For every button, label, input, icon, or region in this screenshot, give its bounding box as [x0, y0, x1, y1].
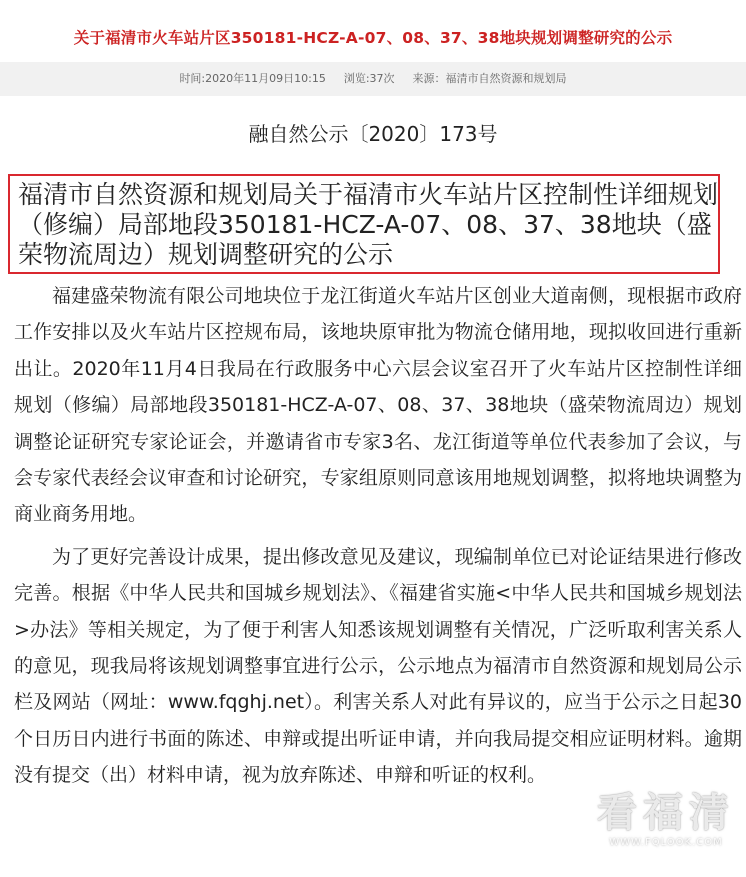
document-number: 融自然公示〔2020〕173号: [248, 122, 498, 146]
document-headline: 福清市自然资源和规划局关于福清市火车站片区控制性详细规划（修编）局部地段350181-HCZ-A-07、08、37、38地块（盛荣物流周边）规划调整研究的公示: [18, 180, 719, 269]
article-meta-bar: [0, 62, 746, 96]
article-source: 来源：福清市自然资源和规划局: [412, 72, 567, 85]
article-body: [14, 278, 742, 794]
headline-highlight-box: [8, 174, 720, 274]
watermark-logo-text: 看福清: [597, 790, 735, 836]
article-paragraph: 福建盛荣物流有限公司地块位于龙江街道火车站片区创业大道南侧，现根据市政府工作安排以及火车站片区控规布局，该地块原审批为物流仓储用地，现拟收回进行重新出让。2020年11月4日我局在行政服务中心六层会议室召开了火车站片区控制性详细规划（修编）局部地段350181-HCZ-A-07、08、37、38地块（盛荣物流周边）规划调整论证研究专家论证会，并邀请省市专家3名、龙江街道等单位代表参加了会议，与会专家代表经会议审查和讨论研究，专家组原则同意该用地规划调整，拟将地块调整为商业商务用地。: [14, 285, 742, 526]
article-paragraph: 为了更好完善设计成果，提出修改意见及建议，现编制单位已对论证结果进行修改完善。根据《中华人民共和国城乡规划法》、《福建省实施<中华人民共和国城乡规划法>办法》等相关规定，为了便于利害人知悉该规划调整有关情况，广泛听取利害关系人的意见，现我局将该规划调整事宜进行公示，公示地点为福清市自然资源和规划局公示栏及网站（网址：www.fqghj.net）。利害关系人对此有异议的，应当于公示之日起30个日历日内进行书面的陈述、申辩或提出听证申请，并向我局提交相应证明材料。逾期没有提交（出）材料申请，视为放弃陈述、申辩和听证的权利。: [14, 545, 742, 787]
site-watermark: [586, 790, 746, 862]
view-count: 浏览:37次: [343, 72, 395, 85]
page-title: 关于福清市火车站片区350181-HCZ-A-07、08、37、38地块规划调整研究的公示: [73, 29, 673, 47]
publish-time: 时间:2020年11月09日10:15: [179, 72, 326, 85]
watermark-url: WWW.FQLOOK.COM: [609, 837, 723, 848]
